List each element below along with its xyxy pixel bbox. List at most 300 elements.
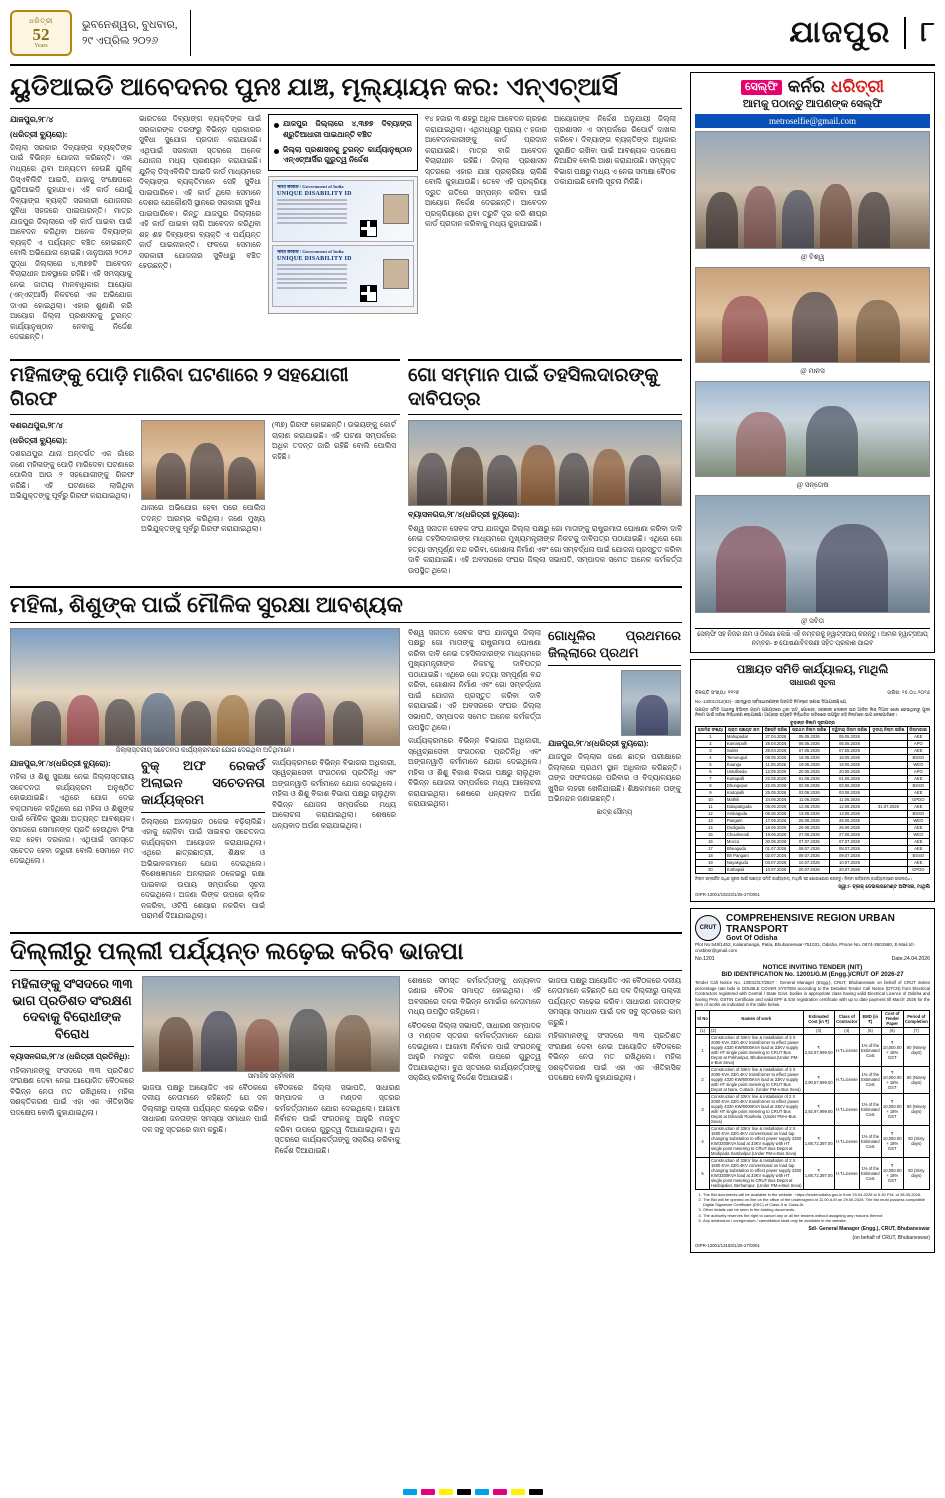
- table-row: [696, 1157, 930, 1189]
- table-cell: ₹ 2,92,97,999.00: [803, 1034, 834, 1066]
- story-cow-body: [408, 509, 682, 579]
- advertisement-area: [690, 72, 935, 1259]
- table-cell: [870, 789, 907, 796]
- crut-note-item: 2. The Bid will be opened on line on the office of the undersigned at 11.00 A.M on 29.05.2026. The bid must possess compatible Digital Signature Certificate (DSC) of Class-II or Class-III.: [703, 1197, 930, 1207]
- story-topper: [548, 628, 681, 817]
- udid-card-govt-line: भारत सरकार / Government of India: [277, 248, 344, 254]
- selfie-word-corner: କର୍ନର: [787, 77, 825, 96]
- table-cell: 7: [696, 775, 726, 782]
- table-cell: 10.07.2026: [829, 859, 870, 866]
- masthead: [10, 6, 935, 66]
- table-cell: ₹ 2,90,57,999.00: [803, 1066, 834, 1093]
- panchayat-notice-refno: No.-13001/312(82)- ଏହାଦ୍ୱାରା ସର୍ବସାଧାରଣଙ୍କ ଅବଗତି ନିମନ୍ତେ ଜଣାଇ ଦିଆଯାଉଛି ଯେ,: [695, 699, 848, 705]
- table-row: [696, 1125, 930, 1157]
- col-header: ନିଲାମକାରୀ: [907, 726, 929, 733]
- table-cell: 11: [696, 803, 726, 810]
- table-row: [696, 1093, 930, 1125]
- table-cell: BSSO: [907, 810, 929, 817]
- story-udid-col1: [10, 114, 132, 346]
- table-cell: 12.05.2026: [762, 768, 789, 775]
- crut-address: Plot No 548/1452, Kalarahanga, Patia, Bhubaneswar-751031, Odisha, Phone No. 0674-3501580, E-Mail Id:-crutbbsr@gmail.com: [695, 942, 916, 953]
- table-cell: [870, 782, 907, 789]
- table-cell: 31.07.2026: [870, 803, 907, 810]
- table-cell: 20.05.2026: [829, 768, 870, 775]
- story-burning-col1: [10, 420, 134, 538]
- table-cell: 07.07.2026: [829, 838, 870, 845]
- table-cell: 06.05.2026: [829, 740, 870, 747]
- table-cell: 22.05.2026: [762, 782, 789, 789]
- table-cell: 19.05.2026: [829, 761, 870, 768]
- table-cell: 10: [696, 796, 726, 803]
- story-women-left: [10, 628, 400, 925]
- table-cell: 05.05.2026: [829, 733, 870, 740]
- story-women-photo-caption: ଜିଲ୍ଲାସ୍ତରୀୟ ସଚେତନତା କାର୍ଯ୍ୟକ୍ରମରେ ଯୋଗ ଦେଇଥିବା ଅତିଥିମାନେ।: [115, 746, 295, 754]
- table-cell: Kothapali: [725, 866, 762, 873]
- story-burning-headline: ମହିଳାଙ୍କୁ ପୋଡ଼ି ମାରିବା ଘଟଣାରେ ୨ ସହଯୋଗୀ ଗିରଫ: [10, 359, 400, 416]
- logo-years-label: Years: [34, 43, 48, 49]
- table-cell: (6): [881, 1027, 903, 1034]
- table-row: [696, 789, 930, 796]
- selfie-photo: [695, 267, 930, 363]
- table-cell: 1: [696, 1034, 710, 1066]
- story-bjp-photo-caption: ସାମାଜିକ ସମ୍ମିଳନୀ: [247, 1072, 295, 1080]
- story-burning-photo: [141, 420, 265, 500]
- crut-tender-notice: [690, 908, 935, 1253]
- table-cell: 5: [696, 761, 726, 768]
- table-cell: AEE: [907, 789, 929, 796]
- table-cell: 20.05.2026: [789, 768, 829, 775]
- table-cell: BSSO: [907, 852, 929, 859]
- table-row: [696, 838, 930, 845]
- edition-city: ଯାଜପୁର: [789, 16, 891, 49]
- udid-card-title: UNIQUE DISABILITY ID: [277, 256, 352, 263]
- col-header: Names of work: [710, 1010, 804, 1027]
- highlight-text: ଜିଲ୍ଲା ପ୍ରଶାସନକୁ ତୁରନ୍ତ କାର୍ଯ୍ୟାନୁଷ୍ଠାନ ଏନ୍ଏଚ୍ଆର୍ସିର ଗୁରୁତ୍ୱ ନିର୍ଦ୍ଦେଶ: [283, 144, 412, 165]
- crut-notes-list: [695, 1192, 930, 1223]
- col-header: Period of Completion: [903, 1010, 929, 1027]
- story-bjp-para3: ଶେଷରେ ସମସ୍ତ କର୍ମକର୍ତ୍ତାଙ୍କୁ ଧନ୍ୟବାଦ ଜଣାଇ ବୈଠକ ସମାପ୍ତ ହୋଇଥିଲା। ଏହି ଅବସରରେ ଦଳର ବିଭିନ୍ନ ମୋର୍ଚ୍ଚାର ନେତାମାନେ ମଧ୍ୟ ଉପସ୍ଥିତ ରହିଥିଲେ।: [408, 975, 541, 1017]
- table-cell: 90 (Ninety days): [903, 1034, 929, 1066]
- table-cell: H.T.License: [834, 1066, 859, 1093]
- table-cell: 25.06.2026: [789, 817, 829, 824]
- table-cell: 09.07.2026: [829, 852, 870, 859]
- table-cell: H.T.License: [834, 1093, 859, 1125]
- table-row: [696, 866, 930, 873]
- table-cell: [870, 859, 907, 866]
- table-cell: 13.06.2026: [829, 810, 870, 817]
- table-cell: 19.05.2026: [789, 761, 829, 768]
- table-cell: (4): [834, 1027, 859, 1034]
- table-header-row: [696, 726, 930, 733]
- table-cell: Dhungeput: [725, 782, 762, 789]
- table-cell: H.T.License: [834, 1034, 859, 1066]
- story-bjp-para3-cont: ବୈଠକରେ ଜିଲ୍ଲା ସଭାପତି, ସାଧାରଣ ସମ୍ପାଦକ ଓ ମଣ୍ଡଳ ସ୍ତରର କର୍ମକର୍ତ୍ତାମାନେ ଯୋଗ ଦେଇଥିଲେ। ଆଗାମୀ ନିର୍ବାଚନ ପାଇଁ ସଂଗଠନକୁ ଆହୁରି ମଜବୁତ କରିବା ଉପରେ ଗୁରୁତ୍ୱ ଦିଆଯାଇଥିଲା। ବୁଥ ସ୍ତରରେ କାର୍ଯ୍ୟକର୍ତ୍ତାଙ୍କୁ ସକ୍ରିୟ କରିବାକୁ ନିର୍ଦ୍ଦେଶ ଦିଆଯାଇଛି।: [408, 1020, 541, 1083]
- selfie-caption: @ ସନ୍ତୋଷ: [796, 481, 829, 489]
- story-bjp-para4: ଭାଜପା ପକ୍ଷରୁ ଆୟୋଜିତ ଏକ ବୈଠକରେ ଦଳୀୟ ନେତାମାନେ କହିଛନ୍ତି ଯେ ଦଳ ଦିଲ୍ଲୀରୁ ପଲ୍ଲୀ ପର୍ଯ୍ୟନ୍ତ ଲଢ଼େଇ କରିବ। ସାଧାରଣ ଜନତାଙ୍କ ସମସ୍ୟା ସମାଧାନ ପାଇଁ ଦଳ ସବୁ ସ୍ତରରେ କାମ କରୁଛି।: [548, 975, 681, 1027]
- table-cell: ₹ 10,000.00 + 18% GST: [881, 1093, 903, 1125]
- table-cell: 08.05.2026: [762, 754, 789, 761]
- selfie-caption: @ ମାନସ: [800, 367, 825, 375]
- qr-code-icon: [360, 220, 377, 237]
- table-cell: 05.05.2026: [789, 733, 829, 740]
- masthead-place-date: [82, 10, 191, 56]
- table-cell: ₹ 10,000.00 + 18% GST: [881, 1066, 903, 1093]
- bullet-dot-icon: [274, 123, 279, 128]
- table-cell: 25.06.2026: [829, 817, 870, 824]
- story-udid-para1: ଜିଲ୍ଲା ସରକାର ଦିବ୍ୟାଙ୍ଗ ବ୍ୟକ୍ତିଙ୍କ ପାଇଁ ବିଭିନ୍ନ ଯୋଜନା କରିଛନ୍ତି। ଏହା ମଧ୍ୟରେ ଥିବା ଅନ୍ୟତମ ହେଉଛି ଯୁନିକ୍ ଡିସ୍ଏବିଲିଟି ଆଇଡି, ଯାହାକୁ ସଂକ୍ଷେପରେ ୟୁଡିଆଇଡି କୁହାଯାଏ। ଏହି କାର୍ଡ ଯୋଗୁଁ ଦିବ୍ୟାଙ୍ଗ ବ୍ୟକ୍ତି ସରକାରୀ ଯୋଜନାର ସୁବିଧା ସହଜରେ ପାଇପାରନ୍ତି। ମାତ୍ର ଯାଜପୁର ଜିଲ୍ଲାରେ ଏହି କାର୍ଡ ପାଇବା ପାଇଁ ଆବେଦନ କରିଥିବା ଅନେକ ଦିବ୍ୟାଙ୍ଗ ବ୍ୟକ୍ତି ଏ ପର୍ଯ୍ୟନ୍ତ ବଞ୍ଚିତ ହୋଇଛନ୍ତି ବୋଲି ଅଭିଯୋଗ ହୋଇଛି। ଜାନୁଆରୀ ୨୦୨୬ ସୁଦ୍ଧା ଜିଲ୍ଲାରେ ୪,୩୭୭ଟି ଆବେଦନ ବିଚାରାଧୀନ ଅବସ୍ଥାରେ ରହିଛି। ଏହି ସମସ୍ୟାକୁ ନେଇ ଜାତୀୟ ମାନବାଧିକାର ଆୟୋଗ (ଏନ୍ଏଚ୍ଆର୍ସି) ନିକଟରେ ଏକ ଅଭିଯୋଗ ଦାଏର ହୋଇଥିଲା। ଏହାର ଶୁଣାଣି କରି ଆୟୋଗ ଜିଲ୍ଲା ପ୍ରଶାସନକୁ ତୁରନ୍ତ କାର୍ଯ୍ୟାନୁଷ୍ଠାନ ନେବାକୁ ନିର୍ଦ୍ଦେଶ ଦେଇଛନ୍ତି।: [10, 142, 132, 342]
- story-topper-photo-caption: ଛାତ୍ର ସୌମ୍ୟ: [596, 808, 633, 816]
- story-bjp-sidebox-headline: ମହିଳାଙ୍କୁ ସଂସଦରେ ୩୩ ଭାଗ ପ୍ରତିଶତ ସଂରକ୍ଷଣ ଦେବାକୁ ବିରୋଧୀଙ୍କ ବିରୋଧ: [10, 976, 134, 1048]
- table-cell: BSSO: [907, 754, 929, 761]
- table-cell: (3): [803, 1027, 834, 1034]
- table-cell: Temuruguli: [725, 754, 762, 761]
- story-udid-col3: [268, 114, 418, 346]
- table-row: [696, 803, 930, 810]
- story-burning: [10, 352, 400, 580]
- table-cell: AEE: [907, 838, 929, 845]
- table-cell: 26.06.2026: [789, 824, 829, 831]
- udid-card-photo: [383, 259, 409, 289]
- table-cell: WEO: [907, 817, 929, 824]
- crut-works-table: [695, 1010, 930, 1190]
- table-cell: 10.07.2026: [789, 859, 829, 866]
- selfie-photo: [695, 131, 930, 249]
- table-cell: Dalapatiguda: [725, 803, 762, 810]
- table-cell: 18: [696, 852, 726, 859]
- story-cow-headline: ଗୋ ସମ୍ମାନ ପାଇଁ ତହସିଲଦାରଙ୍କୁ ଦାବିପତ୍ର: [408, 359, 682, 416]
- table-cell: 20: [696, 866, 726, 873]
- table-cell: 3: [696, 747, 726, 754]
- table-cell: 07.05.2026: [829, 747, 870, 754]
- table-cell: [870, 761, 907, 768]
- table-cell: [870, 768, 907, 775]
- story-bjp-photo-wrap: [142, 976, 400, 1160]
- col-header: ପ୍ରଥମ ନିଲାମ ତାରିଖ: [789, 726, 829, 733]
- story-topper-para: ଯାଜପୁର ଜିଲ୍ଲାର ଜଣେ ଛାତ୍ର ପରୀକ୍ଷାରେ ଜିଲ୍ଲାରେ ପ୍ରଥମ ସ୍ଥାନ ଅଧିକାର କରିଛନ୍ତି। ତାଙ୍କ ସଫଳତାରେ ପରିବାର ଓ ବିଦ୍ୟାଳୟରେ ଖୁସିର ଲହରୀ ଖେଳିଯାଇଛି। ଶିକ୍ଷକମାନେ ତାଙ୍କୁ ଅଭିନନ୍ଦନ ଜଣାଇଛନ୍ତି।: [548, 752, 681, 804]
- table-cell: AEE: [907, 747, 929, 754]
- table-cell: 12.06.2026: [829, 803, 870, 810]
- crut-signature-2: (on behalf of CRUT, Bhubaneswar): [852, 1234, 930, 1241]
- table-cell: 13.06.2026: [789, 810, 829, 817]
- story-bjp-sidebox: [10, 976, 134, 1160]
- crut-nit-heading: NOTICE INVITING TENDER (NIT): [762, 963, 863, 971]
- selfie-caption: @ ବିଶ୍ୱ: [800, 253, 825, 261]
- panchayat-notice-ref: ବିଜ୍ଞପ୍ତି ସଂଖ୍ୟା: ୧୧୨୭: [695, 690, 739, 697]
- panchayat-auction-table: [695, 726, 930, 874]
- story-burning-col2: [141, 420, 265, 538]
- table-cell: Kodopalli: [725, 789, 762, 796]
- story-cow: [408, 352, 682, 580]
- qr-code-icon: [360, 285, 377, 302]
- story-topper-photo: [621, 670, 681, 736]
- story-women-col1: [10, 758, 134, 925]
- table-cell: 6: [696, 768, 726, 775]
- table-cell: 20.07.2026: [829, 866, 870, 873]
- crut-note-item: 3. Other details can be seen in the bidding documents.: [703, 1207, 930, 1212]
- table-cell: Construction of 33KV line & Installation of 2 X 1600 KVA 33/0.4KV conventional on load tap changing Substation to effect power supply 2300 KW/3200KVA load at 33KV supply with HT single point metering to CRUT Bus Depot at Modipada Sambalpur.(Under PM-e-Bus Seva): [711, 1126, 802, 1157]
- table-cell: [870, 775, 907, 782]
- table-cell: WEO: [907, 831, 929, 838]
- udid-card-fields: [277, 199, 347, 227]
- table-cell: Salimi: [725, 747, 762, 754]
- story-udid-para3: ୧୪ ହଜାର ୩ ଶହରୁ ଅଧିକ ଆବେଦନ ଗ୍ରହଣ କରାଯାଇଥିଲା। ଏଥିମଧ୍ୟରୁ ପ୍ରାୟ ୯ ହଜାର ଆବେଦନକାରୀଙ୍କୁ କାର୍ଡ ପ୍ରଦାନ କରାଯାଇଛି। ମାତ୍ର ବାକି ଆବେଦନ ବିଚାରାଧୀନ ରହିଛି। ଜିଲ୍ଲା ପ୍ରଶାସନ ସ୍ତରରେ ଏହାର ଯାଞ୍ଚ ପ୍ରକ୍ରିୟା ଚାଲିଛି ବୋଲି କୁହାଯାଉଛି। ତେବେ ଏହି ପ୍ରକ୍ରିୟା ଦ୍ରୁତ ଗତିରେ ସମ୍ପନ୍ନ କରିବା ପାଇଁ ଆୟୋଗ ନିର୍ଦ୍ଦେଶ ଦେଇଛନ୍ତି। ଆବେଦନ ପ୍ରକ୍ରିୟାରେ ଥିବା ତ୍ରୁଟି ଦୂର କରି ଶୀଘ୍ର କାର୍ଡ ପ୍ରଦାନ କରିବାକୁ ମଧ୍ୟ କୁହାଯାଇଛି।: [425, 114, 547, 229]
- table-cell: 18.05.2026: [789, 754, 829, 761]
- story-cyber-headline: ବୁକ୍ ଅଫ ରେକର୍ଡ ଅଲାଇନ ସଚେତନତା କାର୍ଯ୍ୟକ୍ରମ: [141, 758, 265, 813]
- table-cell: 19.06.2026: [762, 831, 789, 838]
- story-women-para1: ମହିଳା ଓ ଶିଶୁ ସୁରକ୍ଷା ନେଇ ଜିଲ୍ଲାସ୍ତରୀୟ ସଚେତନତା କାର୍ଯ୍ୟକ୍ରମ ଅନୁଷ୍ଠିତ ହୋଇଯାଇଛି। ଏଥିରେ ଯୋଗ ଦେଇ ବକ୍ତାମାନେ କହିଥିଲେ ଯେ ମହିଳା ଓ ଶିଶୁଙ୍କ ପାଇଁ ମୌଳିକ ସୁରକ୍ଷା ଅତ୍ୟନ୍ତ ଆବଶ୍ୟକ। ସମାଜରେ ସେମାନଙ୍କ ପ୍ରତି ହେଉଥିବା ହିଂସା ବନ୍ଦ ହେବା ଦରକାର। ଏଥିପାଇଁ ସମସ୍ତେ ସଚେତନ ହେବା ଜରୁରୀ ବୋଲି ସେମାନେ ମତ ଦେଇଥିଲେ।: [10, 772, 134, 866]
- selfie-ad-subtitle: ଆମକୁ ପଠାନ୍ତୁ ଆପଣଙ୍କ ସେଲ୍ଫି: [742, 99, 883, 110]
- table-cell: 15: [696, 831, 726, 838]
- table-cell: 07.05.2026: [789, 747, 829, 754]
- crut-notice-date: Date.24.04.2026: [891, 955, 930, 962]
- table-cell: 02.06.2026: [789, 782, 829, 789]
- table-cell: 18.06.2026: [762, 824, 789, 831]
- selfie-ad-email[interactable]: metroselfie@gmail.com: [695, 114, 930, 128]
- crut-notice-no: No.1201: [695, 955, 715, 962]
- story-burning-para3: (୩୭) ଗିରଫ ହୋଇଛନ୍ତି। ଉଭୟଙ୍କୁ କୋର୍ଟ ଚାଲାଣ କରାଯାଇଛି। ଏହି ଘଟଣା ସମ୍ପର୍କରେ ଅଧିକ ତଦନ୍ତ ଜାରି ରହିଛି ବୋଲି ପୋଲିସ କହିଛି।: [272, 420, 396, 461]
- udid-card-images: [268, 176, 418, 314]
- table-cell: GPDO: [907, 866, 929, 873]
- table-cell: 01.06.2026: [829, 775, 870, 782]
- story-bjp-sidebox-body: ମହିଳାମାନଙ୍କୁ ସଂସଦରେ ୩୩ ପ୍ରତିଶତ ସଂରକ୍ଷଣ ଦେବା ନେଇ ଆୟୋଜିତ ବୈଠକରେ ବିଭିନ୍ନ ନେତା ମତ ରଖିଥିଲେ। ମହିଳା ସଶକ୍ତିକରଣ ପାଇଁ ଏହା ଏକ ଐତିହାସିକ ପଦକ୍ଷେପ ବୋଲି କୁହାଯାଇଥିଲା।: [10, 1065, 134, 1117]
- table-cell: 26.06.2026: [829, 824, 870, 831]
- table-cell: 08.07.2026: [829, 845, 870, 852]
- table-cell: (5): [859, 1027, 881, 1034]
- udid-card-govt-line: भारत सरकार / Government of India: [277, 183, 344, 189]
- table-cell: 4: [696, 754, 726, 761]
- table-cell: 2: [696, 740, 726, 747]
- story-burning-dateline: ଦଶରଥପୁର,୨୮/୪: [10, 421, 64, 431]
- table-cell: 4: [696, 1125, 710, 1157]
- table-cell: [870, 754, 907, 761]
- udid-card-back: [272, 245, 414, 307]
- story-topper-dateline: ଯାଜପୁର,୨୮/୪(ଧରିତ୍ରୀ ବ୍ୟୁରୋ):: [548, 738, 649, 748]
- panchayat-table-title: ଚୂଡ଼ାନ୍ତ ନିଲାମ ସୂଚୀପତ୍ର: [790, 719, 835, 725]
- table-cell: Kartapalli: [725, 775, 762, 782]
- table-cell: ₹ 10,000.00 + 18% GST: [881, 1125, 903, 1157]
- story-udid-dateline-sub: (ଧରିତ୍ରୀ ବ୍ୟୁରୋ):: [10, 129, 68, 139]
- story-bjp-headline: ଦିଲ୍ଲୀରୁ ପଲ୍ଲୀ ପର୍ଯ୍ୟନ୍ତ ଲଢ଼େଇ କରିବ ଭାଜପା: [10, 932, 682, 971]
- story-cow-dateline: ବ୍ୟାସନଗର,୨୮/୪(ଧରିତ୍ରୀ ବ୍ୟୁରୋ):: [408, 510, 520, 520]
- table-cell: 18.05.2026: [829, 754, 870, 761]
- story-udid-col5: [554, 114, 676, 346]
- table-cell: 09.07.2026: [789, 852, 829, 859]
- table-body: [696, 1027, 930, 1189]
- story-women-safety-headline: ମହିଳା, ଶିଶୁଙ୍କ ପାଇଁ ମୌଳିକ ସୁରକ୍ଷା ଆବଶ୍ୟକ: [10, 586, 682, 623]
- panchayat-notice-para: ପଞ୍ଚାୟତ ସମିତି ଅଧୀନସ୍ଥ ବିଭିନ୍ନ ଗ୍ରାମ ପଞ୍ଚାୟତରେ ଥିବା ହାଟ, ପୋଖରୀ, ସରକାରୀ ଦୋକାନ ଘର ଆଦିର ଲିଜ୍ ମିଆଦ ଶେଷ ହୋଇଥିବାରୁ ପୁନଃ ନିଲାମ ପାଇଁ ତାରିଖ ନିର୍ଦ୍ଧାରଣ କରାଯାଇଛି। ଆଗ୍ରହୀ ବ୍ୟକ୍ତି ନିର୍ଦ୍ଧାରିତ ତାରିଖରେ ଉପସ୍ଥିତ ରହି ନିଲାମରେ ଭାଗ ନେଇପାରିବେ।: [695, 706, 930, 718]
- story-cyber-para: ଜିଲ୍ଲାରେ ଅନଲାଇନ ଠକେଇ ବଢ଼ିଚାଲିଛି। ଏହାକୁ ରୋକିବା ପାଇଁ ସାଇବର ସଚେତନତା କାର୍ଯ୍ୟକ୍ରମ ଆୟୋଜନ କରାଯାଇଥିଲା। ଏଥିରେ ଛାତ୍ରଛାତ୍ରୀ, ଶିକ୍ଷକ ଓ ଅଭିଭାବକମାନେ ଯୋଗ ଦେଇଥିଲେ। ବିଶେଷଜ୍ଞମାନେ ଅନଲାଇନ ଠକେଇରୁ ରକ୍ଷା ପାଇବାର ଉପାୟ ସମ୍ପର୍କରେ ସୂଚନା ଦେଇଥିଲେ। ଅଜଣା ଲିଙ୍କ ଉପରେ କ୍ଲିକ ନକରିବା, ଓଟିପି ଶେୟାର ନକରିବା ପାଇଁ ପରାମର୍ଶ ଦିଆଯାଇଥିଲା।: [141, 816, 265, 921]
- table-row: [696, 824, 930, 831]
- table-cell: Construction of 33KV line & installation of 2 X 2000 KVA 33/0.4KV transformer to effect power supply 4320 KW/6000KVA load at 33KV supply with HT single point metering to CRUT Bus Depot at Dihanoli Rourkela. (Under PM-e-Bus Seva): [710, 1093, 804, 1125]
- col-header: Cost of Tender Paper: [881, 1010, 903, 1027]
- col-header: ଦ୍ୱିତୀୟ ନିଲାମ ତାରିଖ: [829, 726, 870, 733]
- table-body: [696, 733, 930, 873]
- table-cell: Bh Pangam: [725, 852, 762, 859]
- table-row: [696, 810, 930, 817]
- table-row: [696, 831, 930, 838]
- table-cell: 12: [696, 810, 726, 817]
- panchayat-notice-title: ପଞ୍ଚାୟତ ସମିତି କାର୍ଯ୍ୟାଳୟ, ମାଥିଲି: [736, 664, 889, 677]
- table-cell: Dodiguda: [725, 824, 762, 831]
- highlight-item: [274, 145, 412, 166]
- crut-note-item: 5. Any addendum / corrigendum / cancellation shall only be available in the website.: [703, 1218, 930, 1223]
- table-row: [696, 859, 930, 866]
- table-cell: (2): [710, 1027, 804, 1034]
- table-cell: 24.06.2026: [762, 796, 789, 803]
- story-bjp-col1: [142, 1083, 268, 1160]
- table-cell: Construction of 33KV line & Installation of 3 X 2000 KVA 33/0.4KV transformer to effect power supply 4320 KW/6000KVA load at 33KV supply with HT single point metering to CRUT Bus Depot at Nara, Cuttack. (Under PM-e-Bus Seva): [710, 1066, 804, 1093]
- table-cell: Ustulibeda: [725, 768, 762, 775]
- story-women-col2: [141, 758, 265, 925]
- panchayat-notice-date: ତାରିଖ: ୨୫.୦୪.୨୦୨୬: [887, 690, 930, 697]
- table-row: [696, 1066, 930, 1093]
- table-cell: ₹ 2,92,97,999.00: [803, 1093, 834, 1125]
- udid-card-front: [272, 180, 414, 242]
- table-cell: 60 (Sixty days): [903, 1125, 929, 1157]
- crut-title: COMPREHENSIVE REGION URBAN TRANSPORT: [726, 913, 895, 935]
- table-cell: 1% of the Estimated Cost: [859, 1066, 881, 1093]
- table-cell: [870, 838, 907, 845]
- table-row: [696, 1034, 930, 1066]
- panchayat-notice-signature: ସ୍ୱା:/- ବ୍ଲକ୍ ଡେଭଲପମେଣ୍ଟ ଅଫିସର, ମାଥିଲି: [838, 884, 930, 890]
- table-cell: 16: [696, 838, 726, 845]
- table-cell: 17: [696, 845, 726, 852]
- crut-note-item: 1. The Bid documents will be available in the website : https://tenderodisha.gov.in from 29.04.2026 to 5.30 P.M. of 28.05.2026.: [703, 1192, 930, 1197]
- col-header: ବିଜ୍ଞପ୍ତି ତାରିଖ: [762, 726, 789, 733]
- table-cell: ₹ 10,000.00 + 18% GST: [881, 1157, 903, 1189]
- story-cow-para: ବିଶ୍ୱ ସନାତନ ସେବକ ସଂଘ ଯାଜପୁର ଜିଲ୍ଲା ପକ୍ଷରୁ ଗୋ ମାତାଙ୍କୁ ରାଷ୍ଟ୍ରମାତା ଘୋଷଣା କରିବା ଦାବି ନେଇ ତହସିଲଦାରଙ୍କ ମାଧ୍ୟମରେ ମୁଖ୍ୟମନ୍ତ୍ରୀଙ୍କ ନିକଟକୁ ଦାବିପତ୍ର ପଠାଯାଇଛି। ଏଥିରେ ଗୋ ହତ୍ୟା ସମ୍ପୂର୍ଣ୍ଣ ବନ୍ଦ କରିବା, ଗୋଶାଳା ନିର୍ମାଣ ଏବଂ ଗୋ ସମ୍ବର୍ଦ୍ଧନା ପାଇଁ ଯୋଜନା ପ୍ରସ୍ତୁତ କରିବା ଦାବି କରାଯାଇଛି। ଏହି ଅବସରରେ ସଂଘର ଜିଲ୍ଲା ସଭାପତି, ସମ୍ପାଦକ ସମେତ ଅନେକ କର୍ମକର୍ତ୍ତା ଉପସ୍ଥିତ ଥିଲେ।: [408, 523, 682, 575]
- table-row: [696, 754, 930, 761]
- page-body: [10, 72, 935, 1259]
- selfie-photo: [695, 495, 930, 613]
- table-row: [696, 817, 930, 824]
- crut-ref-para: Tender Call Notice No. 13001/317/2627 : General Manager (Engg.), CRUT, Bhubaneswar on behalf of CRUT invites percentage rate bids in DOUBLE COVER SYSTEM according to the Detailed Tender Call Notice (DTCN) from Electrical Contractors registered with Central / State Govt. bodies in appropriate class having valid Electrical Licence of Odisha and having PAN, GSTIN Certificate and valid EPF & ESI registration certificate with up to date payment till March' 2026 for the item of works as indicated in the table below.: [695, 979, 930, 1008]
- story-udid-headline: ୟୁଡିଆଇଡି ଆବେଦନର ପୁନଃ ଯାଞ୍ଚ, ମୂଲ୍ୟାୟନ କର: ଏନ୍ଏଚ୍ଆର୍ସି: [10, 72, 682, 109]
- story-burning-para2: ଥାନାରେ ଅଭିଯୋଗ ହେବା ପରେ ପୋଲିସ ତଦନ୍ତ ଆରମ୍ଭ କରିଥିଲା। ଜଣେ ମୁଖ୍ୟ ଅଭିଯୁକ୍ତଙ୍କୁ ପୂର୍ବରୁ ଗିରଫ କରାଯାଇଥିଲା।: [141, 503, 265, 534]
- table-row: [696, 796, 930, 803]
- table-row: [696, 733, 930, 740]
- col-header: EMD (in ₹): [859, 1010, 881, 1027]
- page-number: ୮: [904, 17, 935, 49]
- story-bjp-right: [408, 976, 682, 1160]
- panchayat-notice-code: OIPR-13001/19223/1/26-27/0001: [695, 892, 760, 897]
- story-udid-para2: ଭାରତରେ ଦିବ୍ୟାଙ୍ଗ ବ୍ୟକ୍ତିଙ୍କ ପାଇଁ ସରକାରଙ୍କ ତରଫରୁ ବିଭିନ୍ନ ପ୍ରକାରର ସୁବିଧା ସୁଯୋଗ ପ୍ରଦାନ କରାଯାଉଛି। ଏଥିପାଇଁ ସରକାରୀ ସ୍ତରରେ ଅନେକ ଯୋଜନା ମଧ୍ୟ ପ୍ରଣୟନ କରାଯାଇଛି। ଯୁନିକ୍ ଡିସ୍ଏବିଲିଟି ଆଇଡି କାର୍ଡ ମାଧ୍ୟମରେ ଦିବ୍ୟାଙ୍ଗ ବ୍ୟକ୍ତିମାନେ ସେହି ସୁବିଧା ପାଇପାରିବେ। ଏହି କାର୍ଡ ଥିଲେ ସେମାନେ ଦେଶର ଯେକୌଣସି ସ୍ଥାନରେ ସରକାରୀ ସୁବିଧା ପାଇପାରିବେ। କିନ୍ତୁ ଯାଜପୁର ଜିଲ୍ଲାରେ ଏହି କାର୍ଡ ପାଇବା ଲାଗି ଆବେଦନ କରିଥିବା ଶହ ଶହ ଦିବ୍ୟାଙ୍ଗ ବ୍ୟକ୍ତି ଏ ପର୍ଯ୍ୟନ୍ତ କାର୍ଡ ପାଇନାହାନ୍ତି। ଫଳରେ ସେମାନେ ସରକାରୀ ଯୋଜନାର ସୁବିଧାରୁ ବଞ୍ଚିତ ହେଉଛନ୍ତି।: [139, 114, 261, 271]
- table-cell: 02.06.2026: [829, 782, 870, 789]
- newspaper-logo: [10, 10, 72, 56]
- table-cell: 01.07.2026: [762, 845, 789, 852]
- col-header: ଗ୍ରାମ ପଞ୍ଚାୟତ ନାମ: [725, 726, 762, 733]
- udid-card-photo: [383, 194, 409, 224]
- table-cell: 10.07.2026: [762, 866, 789, 873]
- table-cell: WEO: [907, 761, 929, 768]
- story-cow-cont-text: ବିଶ୍ୱ ସନାତନ ସେବକ ସଂଘ ଯାଜପୁର ଜିଲ୍ଲା ପକ୍ଷରୁ ଗୋ ମାତାଙ୍କୁ ରାଷ୍ଟ୍ରମାତା ଘୋଷଣା କରିବା ଦାବି ନେଇ ତହସିଲଦାରଙ୍କ ମାଧ୍ୟମରେ ମୁଖ୍ୟମନ୍ତ୍ରୀଙ୍କ ନିକଟକୁ ଦାବିପତ୍ର ପଠାଯାଇଛି। ଏଥିରେ ଗୋ ହତ୍ୟା ସମ୍ପୂର୍ଣ୍ଣ ବନ୍ଦ କରିବା, ଗୋଶାଳା ନିର୍ମାଣ ଏବଂ ଗୋ ସମ୍ବର୍ଦ୍ଧନା ପାଇଁ ଯୋଜନା ପ୍ରସ୍ତୁତ କରିବା ଦାବି କରାଯାଇଛି। ଏହି ଅବସରରେ ସଂଘର ଜିଲ୍ଲା ସଭାପତି, ସମ୍ପାଦକ ସମେତ ଅନେକ କର୍ମକର୍ତ୍ତା ଉପସ୍ଥିତ ଥିଲେ।: [408, 627, 541, 732]
- table-cell: Kuanga: [725, 761, 762, 768]
- table-cell: Bheaguda: [725, 845, 762, 852]
- selfie-word-dharitri: ଧରିତ୍ରୀ: [830, 77, 885, 96]
- table-cell: 01.06.2026: [789, 775, 829, 782]
- story-bjp-sidebox-dateline: ବ୍ୟାସନଗର,୨୮/୪ (ଧରିତ୍ରୀ ପ୍ରତିନିଧି):: [10, 1052, 130, 1062]
- table-cell: 08.07.2026: [789, 845, 829, 852]
- table-cell: Construction of 33KV line & Installation of 3 X 2000 KVA 33/0.4KV transformer to effect power supply 4320 KW/6000KVA load at 33KV supply with HT single point metering to CRUT Bus Depot at Pokhariput, Bhubaneswar.(Under PM-e-Bus Seva): [710, 1034, 804, 1066]
- selfie-ad-footer: ସେଲ୍ଫି ସହ ନିଜର ନାମ ଓ ଠିକଣା ଲେଖି ଏହି ନମ୍ବରକୁ ହ୍ୱାଟ୍ସଆପ୍ କରନ୍ତୁ। ଆମର ହ୍ୱାଟ୍ସଆପ୍ ନମ୍ବର- ୭ ଘୋଷଣାବିବରଣୀ ସହିତ ପ୍ରକାଶ ପାଇବ: [695, 628, 930, 648]
- story-women-para2: କାର୍ଯ୍ୟକ୍ରମରେ ବିଭିନ୍ନ ବିଭାଗର ଅଧିକାରୀ, ସ୍ୱେଚ୍ଛାସେବୀ ସଂଗଠନର ପ୍ରତିନିଧି ଏବଂ ଅଙ୍ଗନୱାଡ଼ି କର୍ମୀମାନେ ଯୋଗ ଦେଇଥିଲେ। ମହିଳା ଓ ଶିଶୁ ବିକାଶ ବିଭାଗ ପକ୍ଷରୁ ଚାଲୁଥିବା ବିଭିନ୍ନ ଯୋଜନା ସମ୍ପର୍କରେ ମଧ୍ୟ ଆଲୋଚନା କରାଯାଇଥିଲା। ଶେଷରେ ଧନ୍ୟବାଦ ଅର୍ପଣ କରାଯାଇଥିଲା।: [272, 757, 396, 830]
- story-bjp-photo: [142, 976, 400, 1072]
- table-cell: 27.04.2026: [762, 733, 789, 740]
- table-cell: (7): [903, 1027, 929, 1034]
- story-women-right: [408, 628, 682, 925]
- table-cell: ₹ 1,68,72,397.00: [803, 1157, 834, 1189]
- table-cell: [870, 740, 907, 747]
- bullet-dot-icon: [274, 149, 279, 154]
- table-cell: 13: [696, 817, 726, 824]
- table-cell: 03.06.2026: [789, 789, 829, 796]
- table-cell: Mathili: [725, 796, 762, 803]
- table-cell: 03.07.2026: [762, 859, 789, 866]
- story-udid-para4: ଆୟୋଗଙ୍କ ନିର୍ଦ୍ଦେଶ ଅନୁଯାୟୀ ଜିଲ୍ଲା ପ୍ରଶାସନ ଏ ସମ୍ପର୍କରେ ରିପୋର୍ଟ ଦାଖଲ କରିବେ। ଦିବ୍ୟାଙ୍ଗ ବ୍ୟକ୍ତିଙ୍କ ଅଧିକାର ସୁରକ୍ଷିତ ରଖିବା ପାଇଁ ଆବଶ୍ୟକ ପଦକ୍ଷେପ ନିଆଯିବ ବୋଲି ଆଶା କରାଯାଉଛି। ସମ୍ପୃକ୍ତ ବିଭାଗ ପକ୍ଷରୁ ମଧ୍ୟ ଏ ନେଇ ସମୀକ୍ଷା ବୈଠକ ଡକାଯାଇଛି ବୋଲି ସୂଚନା ମିଳିଛି।: [554, 114, 676, 187]
- table-cell: AEE: [907, 845, 929, 852]
- table-row: [696, 740, 930, 747]
- selfie-tag: ସେଲ୍ଫି: [741, 80, 782, 95]
- panchayat-notice-note: ନିଲାମ ସମ୍ପର୍କିତ ଅଧିକ ସୂଚନା ପାଇଁ ପଞ୍ଚାୟତ ସମିତି କାର୍ଯ୍ୟାଳୟ, ମାଥିଲି ସହ ଯୋଗାଯୋଗ କରନ୍ତୁ। ନିଲାମ ସର୍ତ୍ତାବଳୀ କାର୍ଯ୍ୟାଳୟରେ ଉପଲବ୍ଧ।: [695, 875, 912, 881]
- story-cow-photo: [408, 420, 682, 506]
- table-cell: [870, 733, 907, 740]
- table-cell: Kamarpalli: [725, 740, 762, 747]
- table-cell: 02.07.2026: [762, 852, 789, 859]
- table-cell: 90 (Ninety days): [903, 1093, 929, 1125]
- highlight-item: [274, 119, 412, 140]
- crut-logo-icon: CRUT: [695, 915, 721, 941]
- table-cell: APO: [907, 740, 929, 747]
- crut-subtitle: Govt Of Odisha: [726, 935, 778, 942]
- table-cell: 28.04.2026: [762, 740, 789, 747]
- table-cell: BSSO: [907, 782, 929, 789]
- table-cell: 1% of the Estimated Cost: [859, 1093, 881, 1125]
- table-cell: AEE: [907, 733, 929, 740]
- table-cell: 27.06.2026: [789, 831, 829, 838]
- story-burning-dateline-sub: (ଧରିତ୍ରୀ ବ୍ୟୁରୋ):: [10, 435, 68, 445]
- table-cell: Pangam: [725, 817, 762, 824]
- story-row-2: [10, 352, 682, 580]
- story-bjp: [10, 932, 682, 1160]
- logo-name: ଧରିତ୍ରୀ: [29, 17, 53, 25]
- table-cell: 17.06.2026: [762, 817, 789, 824]
- col-header: ତୃତୀୟ ନିଲାମ ତାରିଖ: [870, 726, 907, 733]
- crut-signature-1: Sd/- General Manager (Engg.), CRUT, Bhubaneswar: [808, 1225, 930, 1232]
- table-cell: 29.04.2026: [762, 747, 789, 754]
- table-cell: AEE: [907, 803, 929, 810]
- selfie-caption: @ ସବିତା: [800, 617, 825, 625]
- table-cell: 1% of the Estimated Cost: [859, 1034, 881, 1066]
- selfie-corner-ad: [690, 72, 935, 653]
- highlight-text: ଯାଜପୁର ଜିଲ୍ଲାରେ ୪,୩୭୭ ଦିବ୍ୟାଙ୍ଗ ଶ୍ରୁତିଆଧାରୀ ପାଇଥାନ୍ତି ବଞ୍ଚିତ: [283, 119, 412, 139]
- table-cell: AEE: [907, 859, 929, 866]
- table-cell: Chuulmendi: [725, 831, 762, 838]
- story-women-safety: [10, 586, 682, 924]
- table-cell: 1: [696, 733, 726, 740]
- logo-anniversary-number: 52: [32, 25, 50, 44]
- table-cell: 11.05.2026: [762, 761, 789, 768]
- table-cell: 11.06.2026: [829, 796, 870, 803]
- table-cell: 25.05.2026: [762, 789, 789, 796]
- masthead-date: ୨୯ ଏପ୍ରିଲ ୨୦୨୬: [82, 35, 159, 47]
- story-cow-continued: [408, 628, 541, 817]
- table-cell: Nayakguda: [725, 859, 762, 866]
- table-cell: H.T.License: [834, 1157, 859, 1189]
- col-header: କ୍ରମିକ ସଂଖ୍ୟା: [696, 726, 726, 733]
- story-bjp-para1: ଭାଜପା ପକ୍ଷରୁ ଆୟୋଜିତ ଏକ ବୈଠକରେ ଦଳୀୟ ନେତାମାନେ କହିଛନ୍ତି ଯେ ଦଳ ଦିଲ୍ଲୀରୁ ପଲ୍ଲୀ ପର୍ଯ୍ୟନ୍ତ ଲଢ଼େଇ କରିବ। ସାଧାରଣ ଜନତାଙ୍କ ସମସ୍ୟା ସମାଧାନ ପାଇଁ ଦଳ ସବୁ ସ୍ତରରେ କାମ କରୁଛି।: [142, 1082, 268, 1134]
- story-udid-dateline: ଯାଜପୁର,୨୮/୪: [10, 115, 54, 125]
- story-bjp-para2: ବୈଠକରେ ଜିଲ୍ଲା ସଭାପତି, ସାଧାରଣ ସମ୍ପାଦକ ଓ ମଣ୍ଡଳ ସ୍ତରର କର୍ମକର୍ତ୍ତାମାନେ ଯୋଗ ଦେଇଥିଲେ। ଆଗାମୀ ନିର୍ବାଚନ ପାଇଁ ସଂଗଠନକୁ ଆହୁରି ମଜବୁତ କରିବା ଉପରେ ଗୁରୁତ୍ୱ ଦିଆଯାଇଥିଲା। ବୁଥ ସ୍ତରରେ କାର୍ଯ୍ୟକର୍ତ୍ତାଙ୍କୁ ସକ୍ରିୟ କରିବାକୁ ନିର୍ଦ୍ଦେଶ ଦିଆଯାଇଛି।: [274, 1082, 400, 1155]
